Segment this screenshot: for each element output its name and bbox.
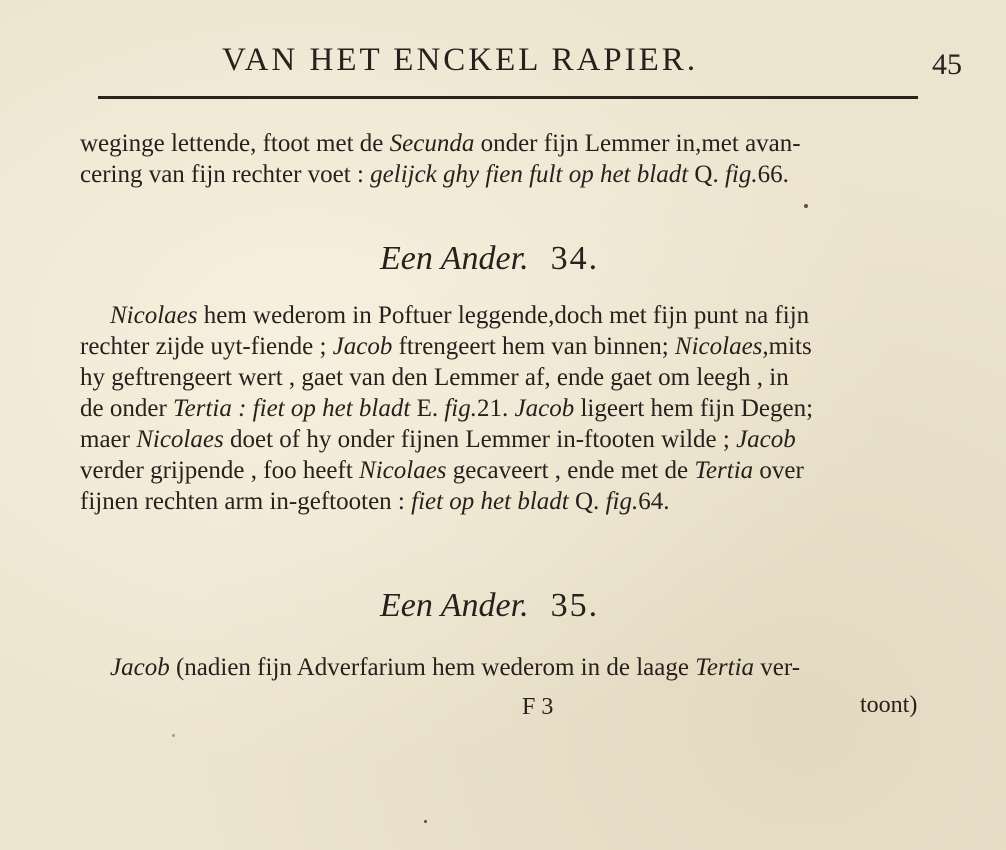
text-line: fijnen rechten arm in-geftooten : fiet op het bladt Q. fig.64. [80,488,670,515]
text-line: verder grijpende , foo heeft Nicolaes gecaveert , ende met de Tertia over [80,457,804,484]
text-line: weginge lettende, ftoot met de Secunda onder fijn Lemmer in,met avan- [80,130,801,157]
ink-speck [424,820,427,823]
text-line: de onder Tertia : fiet op het bladt E. fig.21. Jacob ligeert hem fijn Degen; [80,395,814,422]
text-line: cering van fijn rechter voet : gelijck ghy fien fult op het bladt Q. fig.66. [80,161,789,188]
text-line: rechter zijde uyt-fiende ; Jacob ftrengeert hem van binnen; Nicolaes,mits [80,333,812,360]
text-line: Nicolaes hem wederom in Poftuer leggende,doch met fijn punt na fijn [110,302,810,329]
section-heading-34: Een Ander. 34. [380,240,600,277]
paragraph-3 [110,652,800,683]
page-number: 45 [932,48,962,81]
text-line: maer Nicolaes doet of hy onder fijnen Lemmer in-ftooten wilde ; Jacob [80,426,796,453]
ink-speck [804,204,808,208]
text-line: hy geftrengeert wert , gaet van den Lemmer af, ende gaet om leegh , in [80,364,789,391]
ink-speck [172,734,175,737]
running-title: VAN HET ENCKEL RAPIER. [222,42,699,78]
section-heading-35: Een Ander. 35. [380,587,600,624]
signature-mark: F 3 [522,694,554,720]
paragraph-1 [80,128,801,190]
running-head [98,38,962,98]
catchword: toont) [860,692,918,718]
text-line: Jacob (nadien fijn Adverfarium hem wederom in de laage Tertia ver- [110,654,801,681]
paragraph-2 [80,300,813,517]
header-rule [98,96,918,99]
